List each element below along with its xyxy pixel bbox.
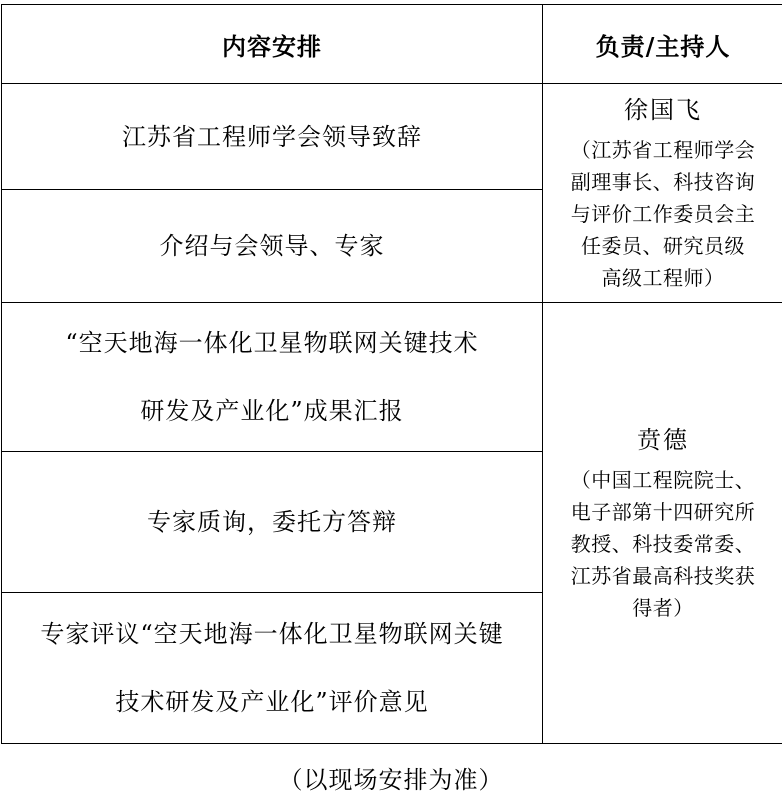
owner-cell (543, 84, 782, 303)
owner-note-line: 与评价工作委员会主 (570, 202, 756, 226)
owner-note-line: 江苏省最高科技奖获 (570, 564, 756, 588)
table-row (2, 303, 782, 452)
content-line: “空天地海一体化卫星物联网关键技术 (65, 329, 479, 357)
content-line: 专家质询，委托方答辩 (147, 508, 397, 536)
owner-note-line: 任委员、研究员级 (581, 234, 745, 258)
header-content: 内容安排 (2, 5, 543, 84)
table-row (2, 84, 782, 190)
owner-note-line: （江苏省工程师学会 (570, 138, 756, 162)
owner-name: 徐国飞 (624, 96, 702, 124)
content-cell (2, 303, 543, 452)
header-owner: 负责/主持人 (543, 5, 782, 84)
owner-note-line: （中国工程院院士、 (570, 468, 756, 492)
content-line: 技术研发及产业化”评价意见 (115, 688, 429, 716)
owner-name: 贲德 (637, 426, 689, 454)
owner-note-line: 高级工程师） (601, 266, 725, 290)
content-line: 研发及产业化”成果汇报 (140, 397, 404, 425)
owner-note (543, 464, 782, 624)
content-line: 专家评议“空天地海一体化卫星物联网关键 (40, 620, 504, 648)
owner-note-line: 得者） (632, 596, 694, 620)
content-line: 介绍与会领导、专家 (159, 232, 385, 260)
header-row (2, 5, 782, 84)
owner-note-line: 电子部第十四研究所 (570, 500, 756, 524)
content-cell (2, 84, 543, 190)
owner-note-line: 教授、科技委常委、 (570, 532, 756, 556)
content-cell (2, 190, 543, 303)
owner-cell (543, 303, 782, 744)
owner-note (543, 134, 782, 294)
content-cell (2, 593, 543, 744)
content-line: 江苏省工程师学会领导致辞 (122, 122, 422, 151)
footer-note: （以现场安排为准） (278, 766, 504, 794)
schedule-table (1, 4, 782, 744)
owner-note-line: 副理事长、科技咨询 (570, 170, 756, 194)
content-cell (2, 452, 543, 593)
